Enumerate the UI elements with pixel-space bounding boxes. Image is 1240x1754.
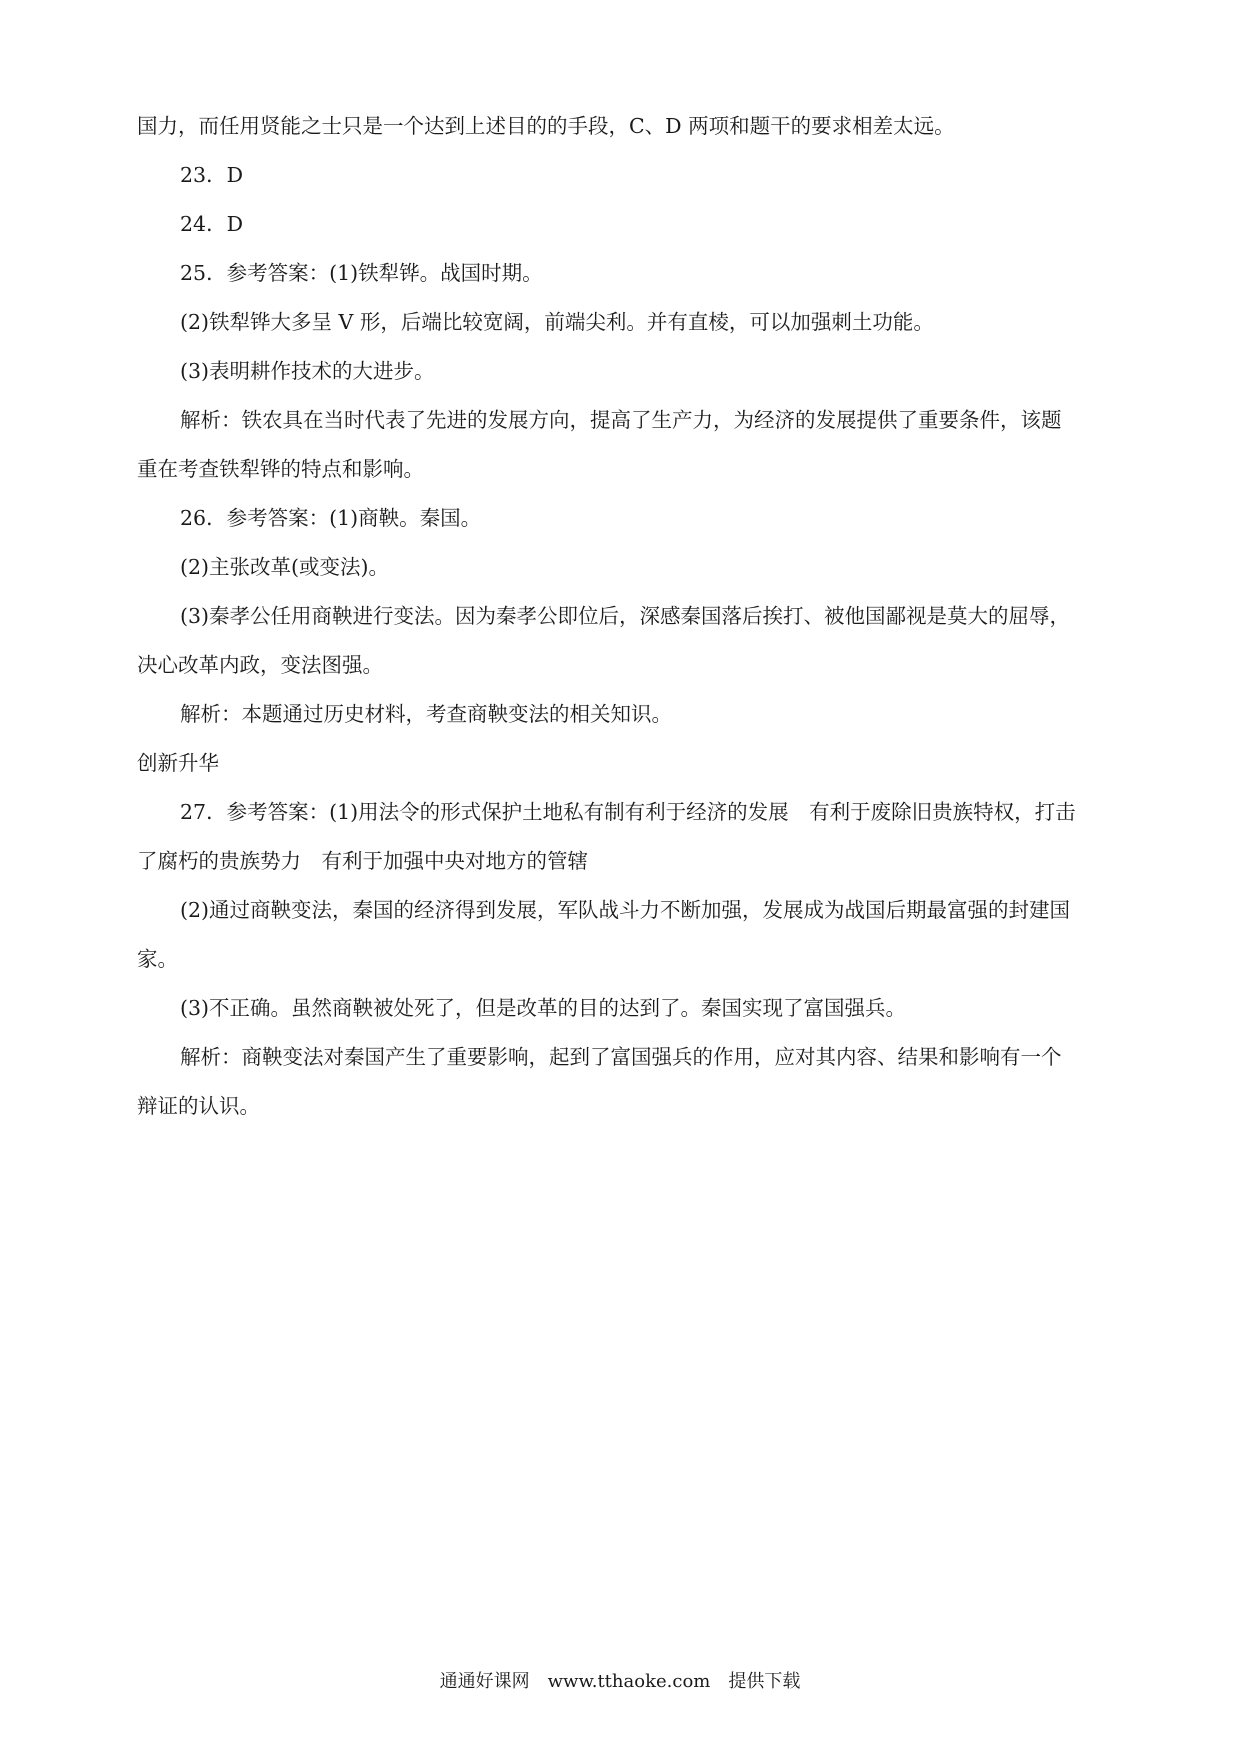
text-line: 家。 (137, 947, 178, 971)
text-line: 国力，而任用贤能之士只是一个达到上述目的的手段，C、D 两项和题干的要求相差太远。 (137, 114, 955, 138)
text-line: 27．参考答案：(1)用法令的形式保护土地私有制有利于经济的发展 有利于废除旧贵族特权，打击 (180, 800, 1076, 824)
text-line: 解析：本题通过历史材料，考查商鞅变法的相关知识。 (180, 702, 672, 726)
text-line: 24．D (180, 212, 244, 236)
text-line: 决心改革内政，变法图强。 (137, 653, 383, 677)
section-heading: 创新升华 (137, 751, 219, 775)
text-line: (3)秦孝公任用商鞅进行变法。因为秦孝公即位后，深感秦国落后挨打、被他国鄙视是莫大的屈辱， (180, 604, 1071, 628)
page-footer: 通通好课网 www.tthaoke.com 提供下载 (439, 1671, 801, 1692)
text-line: 重在考查铁犁铧的特点和影响。 (137, 457, 424, 481)
text-line: 辩证的认识。 (137, 1094, 260, 1118)
text-line: 了腐朽的贵族势力 有利于加强中央对地方的管辖 (137, 849, 588, 873)
document-body (137, 102, 1127, 1131)
text-line: (3)不正确。虽然商鞅被处死了，但是改革的目的达到了。秦国实现了富国强兵。 (180, 996, 907, 1020)
text-line: (2)通过商鞅变法，秦国的经济得到发展，军队战斗力不断加强，发展成为战国后期最富强的封建国 (180, 898, 1071, 922)
text-line: (2)主张改革(或变法)。 (180, 555, 390, 579)
text-line: 解析：铁农具在当时代表了先进的发展方向，提高了生产力，为经济的发展提供了重要条件，该题 (180, 408, 1062, 432)
text-line: (3)表明耕作技术的大进步。 (180, 359, 435, 383)
text-line: 25．参考答案：(1)铁犁铧。战国时期。 (180, 261, 543, 285)
text-line: 26．参考答案：(1)商鞅。秦国。 (180, 506, 482, 530)
text-line: (2)铁犁铧大多呈 V 形，后端比较宽阔，前端尖利。并有直棱，可以加强刺土功能。 (180, 310, 934, 334)
text-line: 23．D (180, 163, 244, 187)
text-line: 解析：商鞅变法对秦国产生了重要影响，起到了富国强兵的作用，应对其内容、结果和影响有一个 (180, 1045, 1062, 1069)
